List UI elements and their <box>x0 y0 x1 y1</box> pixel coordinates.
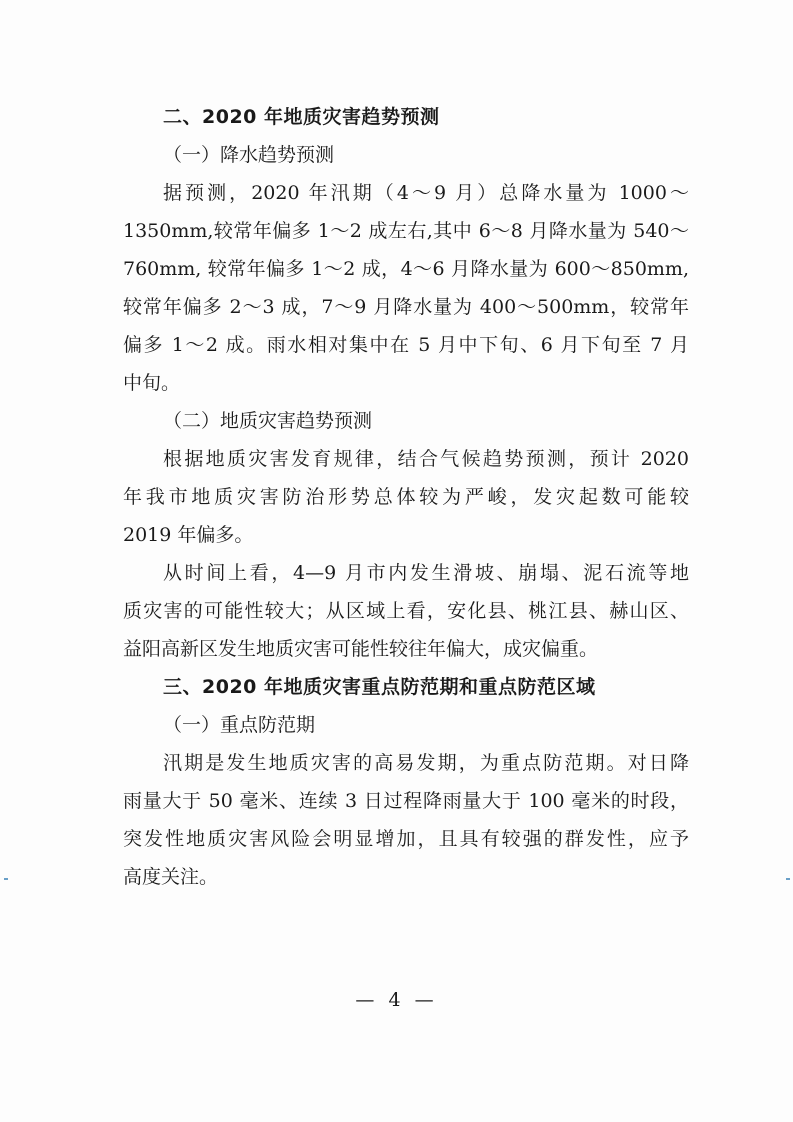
paragraph-line: 年我市地质灾害防治形势总体较为严峻，发灾起数可能较 <box>123 486 689 508</box>
paragraph-line: 根据地质灾害发育规律，结合气候趋势预测，预计 2020 <box>163 448 689 470</box>
paragraph-line: 1350mm,较常年偏多 1～2 成左右,其中 6～8 月降水量为 540～ <box>123 220 689 242</box>
paragraph-line: 质灾害的可能性较大；从区域上看，安化县、桃江县、赫山区、 <box>123 600 689 622</box>
paragraph-line: 2019 年偏多。 <box>123 524 254 546</box>
scan-margin-mark <box>4 878 8 880</box>
paragraph-line: 中旬。 <box>123 372 181 394</box>
paragraph-line: 据预测，2020 年汛期（4～9 月）总降水量为 1000～ <box>163 182 689 204</box>
document-body <box>123 98 689 896</box>
scan-margin-mark <box>786 878 790 880</box>
paragraph-line: 高度关注。 <box>123 866 219 888</box>
page-number: — 4 — <box>355 989 438 1011</box>
subheading-disaster-trend-forecast: （二）地质灾害趋势预测 <box>163 410 373 432</box>
paragraph-line: 益阳高新区发生地质灾害可能性较往年偏大，成灾偏重。 <box>123 638 599 660</box>
paragraph-line: 汛期是发生地质灾害的高易发期，为重点防范期。对日降 <box>163 752 689 774</box>
subheading-key-prevention-period: （一）重点防范期 <box>163 714 316 736</box>
paragraph-line: 突发性地质灾害风险会明显增加，且具有较强的群发性，应予 <box>123 828 689 850</box>
paragraph-line: 雨量大于 50 毫米、连续 3 日过程降雨量大于 100 毫米的时段， <box>123 790 689 812</box>
paragraph-line: 较常年偏多 2～3 成，7～9 月降水量为 400～500mm，较常年 <box>123 296 689 318</box>
paragraph-line: 760mm, 较常年偏多 1～2 成，4～6 月降水量为 600～850mm, <box>123 258 689 280</box>
paragraph-line: 偏多 1～2 成。雨水相对集中在 5 月中下旬、6 月下旬至 7 月 <box>123 334 689 356</box>
paragraph-line: 从时间上看，4—9 月市内发生滑坡、崩塌、泥石流等地 <box>163 562 689 584</box>
section-heading-trend-forecast: 二、2020 年地质灾害趋势预测 <box>163 106 440 128</box>
subheading-precipitation-forecast: （一）降水趋势预测 <box>163 144 335 166</box>
section-heading-key-prevention: 三、2020 年地质灾害重点防范期和重点防范区域 <box>163 676 596 698</box>
